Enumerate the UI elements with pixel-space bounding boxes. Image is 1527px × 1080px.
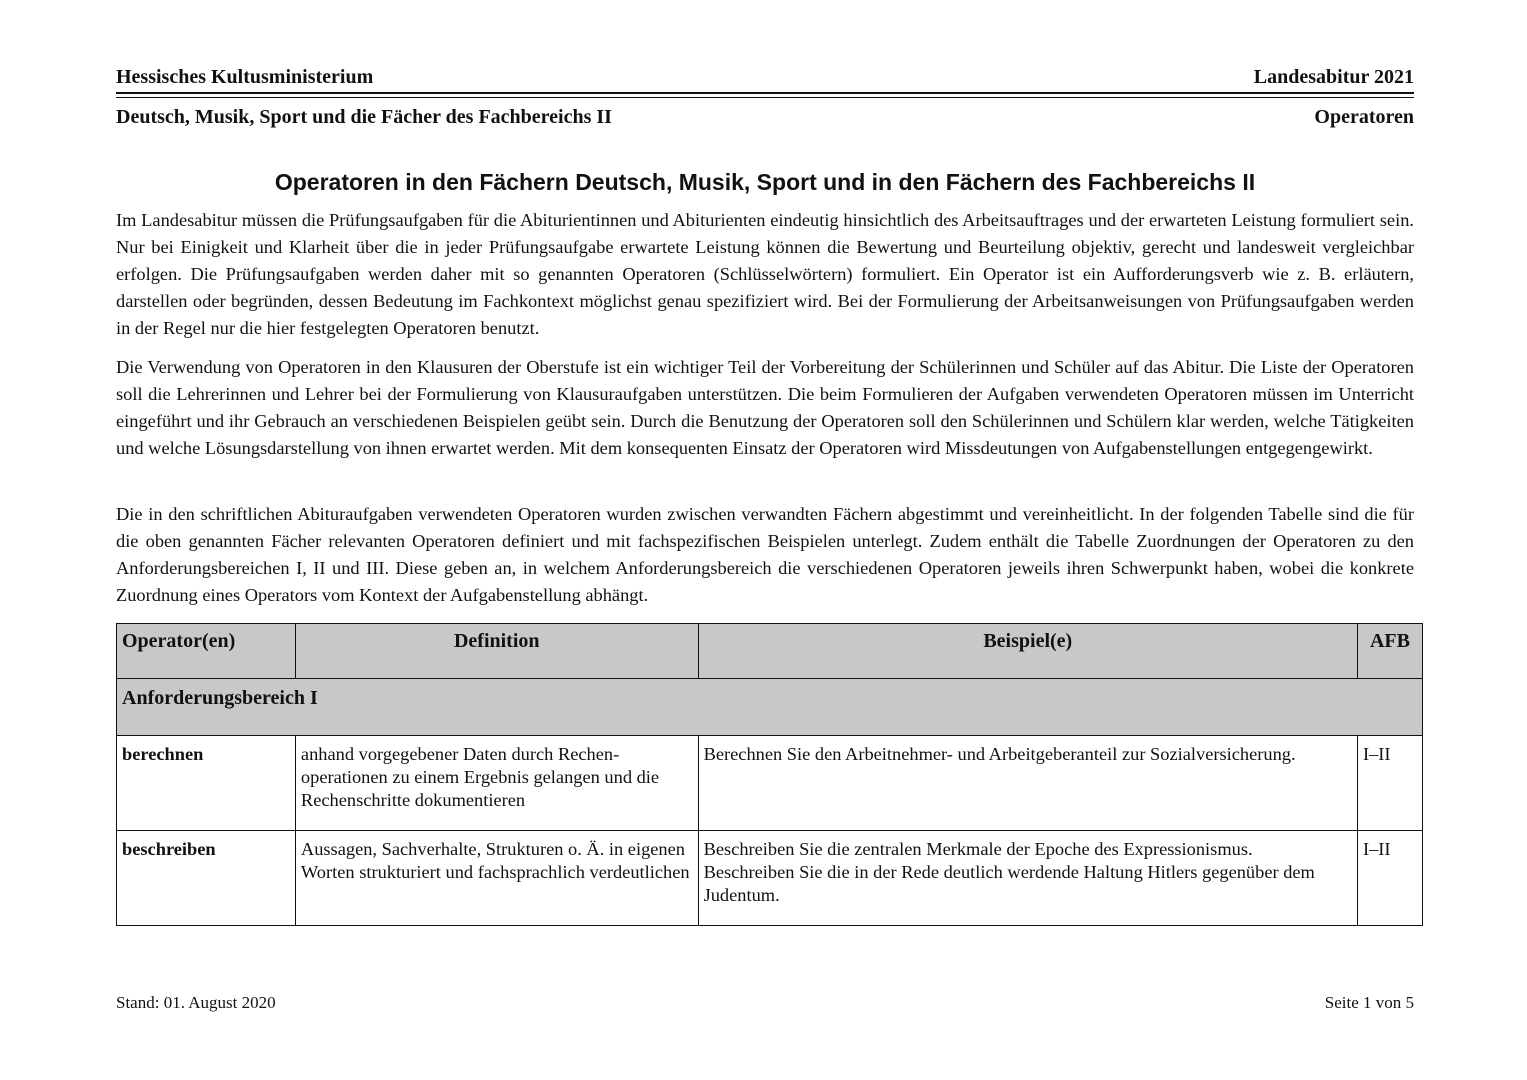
examples-cell	[698, 736, 1357, 831]
footer-page-number: Seite 1 von 5	[1324, 993, 1414, 1012]
header-examples: Beispiel(e)	[698, 624, 1357, 679]
header-operator: Operator(en)	[117, 624, 296, 679]
intro-paragraph-3: Die in den schriftlichen Abituraufgaben verwendeten Operatoren wurden zwischen verwandten Fächern abgestimmt und vereinheitlicht. In der folgenden Tabelle sind die für die oben genannten Fächer relevanten Operatoren definiert und mit fachspezifischen Beispielen unterlegt. Zudem enthält die Tabelle Zuordnungen der Operatoren zu den Anforderungsbereichen I, II und III. Diese geben an, in welchem Anforderungsbereich die verschiedenen Operatoren jeweils ihren Schwerpunkt haben, wobei die konkrete Zuordnung eines Operators vom Kontext der Aufgabenstellung abhängt.	[116, 504, 1414, 605]
header-afb: AFB	[1357, 624, 1422, 679]
operator-cell: beschreiben	[117, 831, 296, 926]
example-text: Beschreiben Sie die in der Rede deutlich werdende Haltung Hitlers gegenüber dem Judentum.	[703, 862, 1315, 905]
section-label: Anforderungsbereich I	[117, 679, 1423, 736]
header-definition: Definition	[295, 624, 698, 679]
header-divider	[116, 92, 1414, 98]
definition-cell: anhand vorgegebener Daten durch Rechen-operationen zu einem Ergebnis gelangen und die Rechenschritte dokumentieren	[295, 736, 698, 831]
examples-cell	[698, 831, 1357, 926]
header-bottom-row	[116, 106, 1414, 129]
example-text: Berechnen Sie den Arbeitnehmer- und Arbeitgeberanteil zur Sozialversicherung.	[703, 744, 1296, 764]
afb-cell: I–II	[1357, 831, 1422, 926]
afb-cell: I–II	[1357, 736, 1422, 831]
operator-cell: berechnen	[117, 736, 296, 831]
example-text: Beschreiben Sie die zentralen Merkmale der Epoche des Expressionismus.	[703, 839, 1253, 859]
header-organization: Hessisches Kultusministerium	[116, 66, 374, 88]
header-subjects: Deutsch, Musik, Sport und die Fächer des Fachbereichs II	[116, 106, 612, 128]
header-top-row	[116, 66, 1414, 89]
page-footer	[116, 993, 1414, 1013]
operators-table	[116, 623, 1423, 926]
intro-paragraph-2: Die Verwendung von Operatoren in den Klausuren der Oberstufe ist ein wichtiger Teil der Vorbereitung der Schülerinnen und Schüler auf das Abitur. Die Liste der Operatoren soll die Lehrerinnen und Lehrer bei der Formulierung von Klausuraufgaben unterstützen. Die beim Formulieren der Aufgaben verwendeten Operatoren müssen im Unterricht eingeführt und ihr Gebrauch an verschiedenen Beispielen geübt sein. Durch die Benutzung der Operatoren soll den Schülerinnen und Schülern klar werden, welche Tätigkeiten und welche Lösungsdarstellung von ihnen erwartet werden. Mit dem konsequenten Einsatz der Operatoren wird Missdeutungen von Aufgabenstellungen entgegengewirkt.	[116, 357, 1414, 458]
table-row	[117, 736, 1423, 831]
section-row	[117, 679, 1423, 736]
header-section: Operatoren	[1314, 106, 1414, 128]
header-exam: Landesabitur 2021	[1253, 66, 1414, 88]
intro-paragraph-1: Im Landesabitur müssen die Prüfungsaufgaben für die Abiturientinnen und Abiturienten eindeutig hinsichtlich des Arbeitsauftrages und der erwarteten Leistung formuliert sein. Nur bei Einigkeit und Klarheit über die in jeder Prüfungsaufgabe erwartete Leistung können die Bewertung und Beurteilung objektiv, gerecht und landesweit vergleichbar erfolgen. Die Prüfungsaufgaben werden daher mit so genannten Operatoren (Schlüsselwörtern) formuliert. Ein Operator ist ein Aufforderungsverb wie z. B. erläutern, darstellen oder begründen, dessen Bedeutung im Fachkontext möglichst genau spezifiziert wird. Bei der Formulierung der Arbeitsanweisungen von Prüfungsaufgaben werden in der Regel nur die hier festgelegten Operatoren benutzt.	[116, 210, 1414, 338]
table-row	[117, 831, 1423, 926]
page-title: Operatoren in den Fächern Deutsch, Musik, Sport und in den Fächern des Fachbereichs II	[274, 169, 1256, 195]
table-header-row	[117, 624, 1423, 679]
footer-date: Stand: 01. August 2020	[116, 993, 276, 1012]
definition-cell: Aussagen, Sachverhalte, Strukturen o. Ä. in eigenen Worten strukturiert und fachsprachlich verdeutlichen	[295, 831, 698, 926]
